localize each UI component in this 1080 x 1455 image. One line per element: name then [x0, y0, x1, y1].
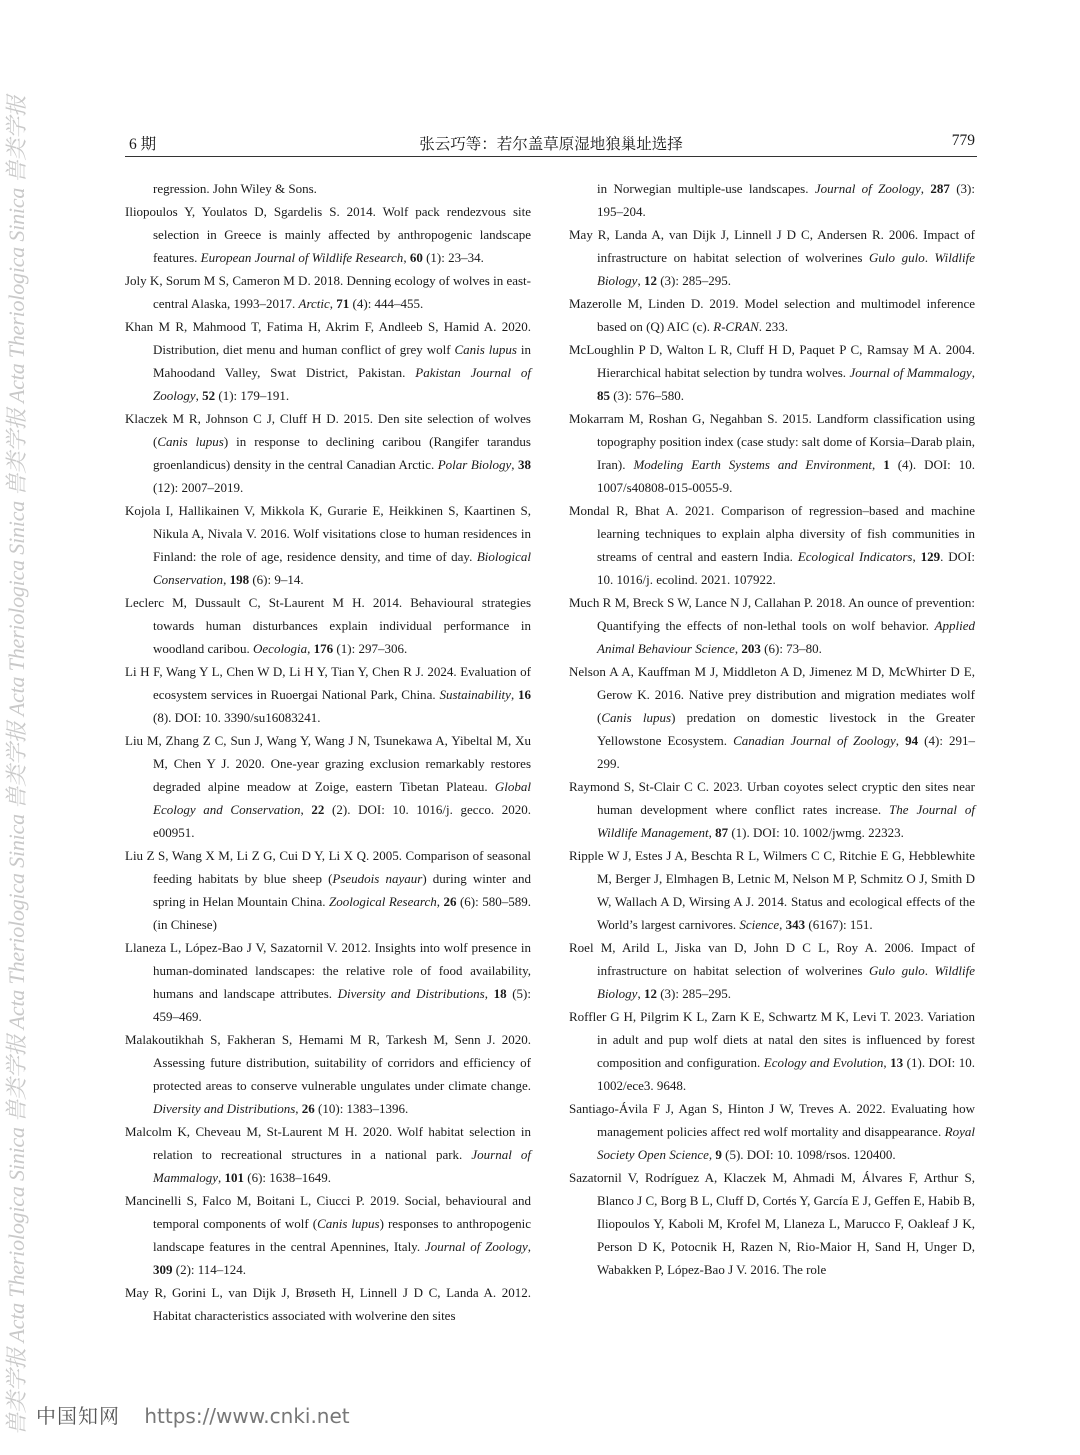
- reference-text: ) in response to declining caribou (Rangifer tarandus groenlandicus) density in the central Canadian Arctic.: [153, 434, 531, 472]
- reference-text: Malakoutikhah S, Fakheran S, Hemami M R, Tarkesh M, Senn J. 2020. Assessing future distribution, suitability of corridors and efficiency of protected areas to conserve vulnerable ungulates under climate change.: [125, 1032, 531, 1093]
- reference-entry: Malakoutikhah S, Fakheran S, Hemami M R, Tarkesh M, Senn J. 2020. Assessing future distribution, suitability of corridors and efficiency of protected areas to conserve vulnerable ungulates under climate change. Diversity and Distributions, 26 (10): 1383–1396.: [125, 1032, 531, 1116]
- reference-entry: [569, 1166, 975, 1281]
- reference-pages: (5): 459–469.: [153, 986, 532, 1024]
- reference-text: Malcolm K, Cheveau M, St-Laurent M H. 2020. Wolf habitat selection in relation to recreational structures in a national park.: [125, 1124, 531, 1162]
- volume-number: 9: [715, 1147, 722, 1162]
- reference-entry: Leclerc M, Dussault C, St-Laurent M H. 2014. Behavioural strategies towards human disturbances explain individual performance in woodland caribou. Oecologia, 176 (1): 297–306.: [125, 595, 531, 656]
- journal-name: Wildlife Biology: [597, 963, 975, 1001]
- reference-text: Klaczek M R, Johnson C J, Cluff H D. 2015. Den site selection of wolves (: [125, 411, 531, 449]
- reference-entry: Iliopoulos Y, Youlatos D, Sgardelis S. 2014. Wolf pack rendezvous site selection in Greece is mainly affected by anthropogenic landscape features. European Journal of Wildlife Research, 60 (1): 23–34.: [125, 204, 531, 265]
- issue-number: 6 期: [129, 136, 157, 153]
- journal-name: The Journal of Wildlife Management: [597, 802, 975, 840]
- reference-text: in Mahoodand Valley, Swat District, Pakistan.: [153, 342, 531, 380]
- references-right-column: [569, 177, 975, 1281]
- reference-text: McLoughlin P D, Walton L R, Cluff H D, Paquet P C, Ramsay M A. 2004. Hierarchical habitat selection by tundra wolves.: [569, 342, 975, 380]
- reference-text: Liu M, Zhang Z C, Sun J, Wang Y, Wang J N, Tsunekawa A, Yibeltal M, Xu M, Chen Y J. 2020. One-year grazing exclusion remarkably restores degraded alpine meadow at Zoige, eastern Tibetan Plateau.: [125, 733, 531, 794]
- journal-name: Modeling Earth Systems and Environment: [633, 457, 873, 472]
- volume-number: 52: [202, 388, 216, 403]
- volume-number: 287: [930, 181, 950, 196]
- reference-text: regression. John Wiley & Sons.: [153, 181, 317, 196]
- reference-text: . 233.: [758, 319, 788, 334]
- journal-name: Journal of Zoology: [814, 181, 921, 196]
- reference-pages: (4): 444–455.: [349, 296, 424, 311]
- reference-pages: (12): 2007–2019.: [153, 480, 244, 495]
- reference-text: .: [924, 963, 935, 978]
- volume-number: 101: [224, 1170, 244, 1185]
- reference-entry: Liu Z S, Wang X M, Li Z G, Cui D Y, Li X Q. 2005. Comparison of seasonal feeding habitats by blue sheep (Pseudois nayaur) during winter and spring in Helan Mountain China. Zoological Research, 26 (6): 580–589. (in Chinese): [125, 848, 531, 932]
- journal-name: Global Ecology and Conservation: [153, 779, 531, 817]
- reference-pages: (3): 285–295.: [656, 273, 731, 288]
- reference-text: May R, Landa A, van Dijk J, Linnell J D C, Andersen R. 2006. Impact of infrastructure on habitat selection of wolverines: [569, 227, 975, 265]
- reference-pages: (6): 580–589. (in Chinese): [153, 894, 531, 932]
- journal-name: Royal Society Open Science: [597, 1124, 975, 1162]
- volume-number: 26: [443, 894, 457, 909]
- reference-text: Much R M, Breck S W, Lance N J, Callahan P. 2018. An ounce of prevention: Quantifying the effects of non-lethal tools on wolf behavior.: [569, 595, 975, 633]
- reference-entry: [125, 1281, 531, 1327]
- reference-text: ) responses to anthropogenic landscape features in the central Apennines, Italy.: [153, 1216, 532, 1254]
- volume-number: 129: [920, 549, 941, 564]
- reference-text: Khan M R, Mahmood T, Fatima H, Akrim F, Andleeb S, Hamid A. 2020. Distribution, diet menu and human conflict of grey wolf: [125, 319, 531, 357]
- reference-entry: [569, 292, 975, 338]
- reference-entry: Mondal R, Bhat A. 2021. Comparison of regression–based and machine learning techniques to explain alpha diversity of fish communities in streams of central and eastern India. Ecological Indicators, 129. DOI: 10. 1016/j. ecolind. 2021. 107922.: [569, 503, 976, 587]
- volume-number: 60: [409, 250, 423, 265]
- reference-pages: (10): 1383–1396.: [314, 1101, 409, 1116]
- species-name: Gulo gulo: [869, 963, 925, 978]
- volume-number: 71: [336, 296, 350, 311]
- svg-text:兽类学报 Acta Theriologica Sinica: 兽类学报 Acta Theriologica Sinica 兽类学报 Acta Theriologica Sinica 兽类学报 Acta Theriologica Sinica 兽类学报 Acta Theriologica Sinica 兽类学报: [4, 95, 29, 1435]
- journal-name: Journal of Mammalogy: [849, 365, 972, 380]
- reference-entry: Mokarram M, Roshan G, Negahban S. 2015. Landform classification using topography position index (case study: salt dome of Korsia–Darab plain, Iran). Modeling Earth Systems and Environment, 1 (4). DOI: 10. 1007/s40808-015-0055-9.: [569, 411, 975, 495]
- reference-entry: Li H F, Wang Y L, Chen W D, Li H Y, Tian Y, Chen R J. 2024. Evaluation of ecosystem services in Ruoergai National Park, China. Sustainability, 16 (8). DOI: 10. 3390/su16083241.: [125, 664, 532, 725]
- reference-entry: Santiago-Ávila F J, Agan S, Hinton J W, Treves A. 2022. Evaluating how management policies affect red wolf mortality and disappearance. Royal Society Open Science, 9 (5). DOI: 10. 1098/rsos. 120400.: [569, 1101, 975, 1162]
- reference-entry: Raymond S, St-Clair C C. 2023. Urban coyotes select cryptic den sites near human development where conflict rates increase. The Journal of Wildlife Management, 87 (1). DOI: 10. 1002/jwmg. 22323.: [569, 779, 975, 840]
- reference-pages: . DOI: 10. 1016/j. ecolind. 2021. 107922.: [597, 549, 976, 587]
- journal-name: Arctic: [298, 296, 330, 311]
- reference-text: Mazerolle M, Linden D. 2019. Model selection and multimodel inference based on (Q) AIC (c).: [569, 296, 975, 334]
- reference-text: Sazatornil V, Rodríguez A, Klaczek M, Ahmadi M, Álvares F, Arthur S, Blanco J C, Borg B L, Cluff D, Cortés Y, García E J, Geffen E, Habib B, Iliopoulos Y, Kaboli M, Krofel M, Llaneza L, Marucco F, Oakleaf J K, Person D K, Potocnik H, Razen N, Rio-Maior H, Sand H, Unger D, Wabakken P, López-Bao J V. 2016. The role: [569, 1170, 975, 1277]
- journal-name: Pakistan Journal of Zoology: [153, 365, 532, 403]
- journal-name: Diversity and Distributions: [153, 1101, 296, 1116]
- reference-pages: (5). DOI: 10. 1098/rsos. 120400.: [721, 1147, 896, 1162]
- reference-pages: (3): 285–295.: [656, 986, 731, 1001]
- reference-text: Joly K, Sorum M S, Cameron M D. 2018. Denning ecology of wolves in east-central Alaska, 1993–2017.: [125, 273, 531, 311]
- reference-text: Mondal R, Bhat A. 2021. Comparison of regression–based and machine learning techniques to explain alpha diversity of fish communities in streams of central and eastern India.: [569, 503, 975, 564]
- volume-number: 38: [518, 457, 532, 472]
- species-name: Canis lupus: [454, 342, 517, 357]
- volume-number: 26: [301, 1101, 315, 1116]
- journal-name: Wildlife Biology: [597, 250, 975, 288]
- reference-entry: McLoughlin P D, Walton L R, Cluff H D, Paquet P C, Ramsay M A. 2004. Hierarchical habitat selection by tundra wolves. Journal of Mammalogy, 85 (3): 576–580.: [569, 342, 976, 403]
- reference-text: ) predation on domestic livestock in the Greater Yellowstone Ecosystem.: [597, 710, 975, 748]
- reference-entry: Llaneza L, López-Bao J V, Sazatornil V. 2012. Insights into wolf presence in human-dominated landscapes: the relative role of food availability, humans and landscape attributes. Diversity and Distributions, 18 (5): 459–469.: [125, 940, 532, 1024]
- volume-number: 16: [518, 687, 532, 702]
- reference-pages: (3): 576–580.: [610, 388, 685, 403]
- journal-name: Zoological Research: [329, 894, 437, 909]
- cnki-url[interactable]: https://www.cnki.net: [144, 1404, 350, 1428]
- volume-number: 13: [890, 1055, 904, 1070]
- reference-pages: (6167): 151.: [805, 917, 873, 932]
- reference-text: .: [924, 250, 935, 265]
- reference-text: Iliopoulos Y, Youlatos D, Sgardelis S. 2014. Wolf pack rendezvous site selection in Greece is mainly affected by anthropogenic landscape features.: [125, 204, 531, 265]
- reference-text: Ripple W J, Estes J A, Beschta R L, Wilmers C C, Ritchie E G, Hebblewhite M, Berger J, Elmhagen B, Letnic M, Nelson M P, Schmitz O J, Smith D W, Wallach A D, Wirsing A J. 2014. Status and ecological effects of the World’s largest carnivores.: [569, 848, 975, 932]
- species-name: Canis lupus: [601, 710, 672, 725]
- volume-number: 12: [643, 986, 657, 1001]
- reference-entry: Liu M, Zhang Z C, Sun J, Wang Y, Wang J N, Tsunekawa A, Yibeltal M, Xu M, Chen Y J. 2020. One-year grazing exclusion remarkably restores degraded alpine meadow at Zoige, eastern Tibetan Plateau. Global Ecology and Conservation, 22 (2). DOI: 10. 1016/j. gecco. 2020. e00951.: [125, 733, 531, 840]
- reference-entry: [125, 177, 531, 200]
- references-left-column: [125, 177, 531, 1327]
- reference-entry: in Norwegian multiple-use landscapes. Journal of Zoology, 287 (3): 195–204.: [597, 181, 975, 219]
- species-name: Canis lupus: [317, 1216, 380, 1231]
- reference-text: Mancinelli S, Falco M, Boitani L, Ciucci P. 2019. Social, behavioural and temporal components of wolf (: [125, 1193, 531, 1231]
- journal-name: Oecologia: [253, 641, 308, 656]
- journal-name: Journal of Mammalogy: [153, 1147, 531, 1185]
- reference-pages: (6): 73–80.: [760, 641, 822, 656]
- reference-entry: Malcolm K, Cheveau M, St-Laurent M H. 2020. Wolf habitat selection in relation to recreational structures in a national park. Journal of Mammalogy, 101 (6): 1638–1649.: [125, 1124, 531, 1185]
- journal-name: Diversity and Distributions: [337, 986, 485, 1001]
- reference-entry: Roel M, Arild L, Jiska van D, John D C L, Roy A. 2006. Impact of infrastructure on habitat selection of wolverines Gulo gulo. Wildlife Biology, 12 (3): 285–295.: [569, 940, 975, 1001]
- reference-text: Kojola I, Hallikainen V, Mikkola K, Gurarie E, Heikkinen S, Kaartinen S, Nikula A, Nivala V. 2016. Wolf visitations close to human residences in Finland: the role of age, residence density, and time of day.: [125, 503, 531, 564]
- reference-entry: Kojola I, Hallikainen V, Mikkola K, Gurarie E, Heikkinen S, Kaartinen S, Nikula A, Nivala V. 2016. Wolf visitations close to human residences in Finland: the role of age, residence density, and time of day. Biological Conservation, 198 (6): 9–14.: [125, 503, 531, 587]
- reference-pages: (8). DOI: 10. 3390/su16083241.: [153, 710, 321, 725]
- page-header: [125, 130, 977, 157]
- journal-name: Science: [739, 917, 780, 932]
- journal-watermark: [2, 40, 32, 1440]
- reference-entry: Nelson A A, Kauffman M J, Middleton A D, Jimenez M D, McWhirter D E, Gerow K. 2016. Native prey distribution and migration mediates wolf (Canis lupus) predation on domestic livestock in the Greater Yellowstone Ecosystem. Canadian Journal of Zoology, 94 (4): 291–299.: [569, 664, 976, 771]
- species-name: Pseudois nayaur: [332, 871, 423, 886]
- reference-pages: (6): 1638–1649.: [244, 1170, 332, 1185]
- reference-pages: (4): 291–299.: [597, 733, 976, 771]
- reference-pages: (1): 179–191.: [215, 388, 290, 403]
- reference-text: ) during winter and spring in Helan Mountain China.: [153, 871, 531, 909]
- reference-pages: (1). DOI: 10. 1002/jwmg. 22323.: [728, 825, 904, 840]
- reference-text: Roel M, Arild L, Jiska van D, John D C L, Roy A. 2006. Impact of infrastructure on habitat selection of wolverines: [569, 940, 975, 978]
- running-title: 张云巧等：若尔盖草原湿地狼巢址选择: [419, 136, 683, 153]
- reference-entry: Klaczek M R, Johnson C J, Cluff H D. 2015. Den site selection of wolves (Canis lupus) in response to declining caribou (Rangifer tarandus groenlandicus) density in the central Canadian Arctic. Polar Biology, 38 (12): 2007–2019.: [125, 411, 532, 495]
- reference-text: Raymond S, St-Clair C C. 2023. Urban coyotes select cryptic den sites near human development where conflict rates increase.: [569, 779, 975, 817]
- reference-entry: Much R M, Breck S W, Lance N J, Callahan P. 2018. An ounce of prevention: Quantifying the effects of non-lethal tools on wolf behavior. Applied Animal Behaviour Science, 203 (6): 73–80.: [569, 595, 975, 656]
- reference-pages: (1). DOI: 10. 1002/ece3. 9648.: [597, 1055, 976, 1093]
- reference-pages: (2). DOI: 10. 1016/j. gecco. 2020. e00951.: [153, 802, 531, 840]
- reference-text: Roffler G H, Pilgrim K L, Zarn K E, Schwartz M K, Levi T. 2023. Variation in adult and pup wolf diets at natal den sites is influenced by forest composition and configuration.: [569, 1009, 975, 1070]
- reference-text: Liu Z S, Wang X M, Li Z G, Cui D Y, Li X Q. 2005. Comparison of seasonal feeding habitats by blue sheep (: [125, 848, 531, 886]
- volume-number: 343: [785, 917, 806, 932]
- reference-pages: (6): 9–14.: [249, 572, 304, 587]
- journal-name: Journal of Zoology: [424, 1239, 528, 1254]
- reference-entry: Mancinelli S, Falco M, Boitani L, Ciucci P. 2019. Social, behavioural and temporal components of wolf (Canis lupus) responses to anthropogenic landscape features in the central Apennines, Italy. Journal of Zoology, 309 (2): 114–124.: [125, 1193, 532, 1277]
- journal-name: European Journal of Wildlife Research: [200, 250, 404, 265]
- reference-text: Mokarram M, Roshan G, Negahban S. 2015. Landform classification using topography position index (case study: salt dome of Korsia–Darab plain, Iran).: [569, 411, 975, 472]
- species-name: R-CRAN: [713, 319, 759, 334]
- volume-number: 203: [741, 641, 761, 656]
- journal-name: Ecological Indicators: [797, 549, 913, 564]
- reference-text: Leclerc M, Dussault C, St-Laurent M H. 2014. Behavioural strategies towards human disturbances explain individual performance in woodland caribou.: [125, 595, 531, 656]
- reference-entry: Ripple W J, Estes J A, Beschta R L, Wilmers C C, Ritchie E G, Hebblewhite M, Berger J, Elmhagen B, Letnic M, Nelson M P, Schmitz O J, Smith D W, Wallach A D, Wirsing A J. 2014. Status and ecological effects of the World’s largest carnivores. Science, 343 (6167): 151.: [569, 848, 975, 932]
- journal-name: Sustainability: [439, 687, 511, 702]
- volume-number: 87: [715, 825, 729, 840]
- reference-entry: Roffler G H, Pilgrim K L, Zarn K E, Schwartz M K, Levi T. 2023. Variation in adult and pup wolf diets at natal den sites is influenced by forest composition and configuration. Ecology and Evolution, 13 (1). DOI: 10. 1002/ece3. 9648.: [569, 1009, 976, 1093]
- journal-name: Applied Animal Behaviour Science: [597, 618, 975, 656]
- reference-pages: (4). DOI: 10. 1007/s40808-015-0055-9.: [597, 457, 975, 495]
- page-number: 779: [951, 132, 975, 149]
- volume-number: 309: [153, 1262, 173, 1277]
- journal-name: Canadian Journal of Zoology: [733, 733, 896, 748]
- journal-name: Biological Conservation: [153, 549, 531, 587]
- journal-name: Ecology and Evolution: [763, 1055, 884, 1070]
- species-name: Gulo gulo: [869, 250, 925, 265]
- reference-pages: (1): 297–306.: [333, 641, 408, 656]
- reference-pages: (1): 23–34.: [422, 250, 484, 265]
- volume-number: 12: [643, 273, 657, 288]
- footer: [36, 1400, 350, 1428]
- reference-text: May R, Gorini L, van Dijk J, Brøseth H, Linnell J D C, Landa A. 2012. Habitat characteristics associated with wolverine den sites: [125, 1285, 531, 1323]
- reference-entry: Joly K, Sorum M S, Cameron M D. 2018. Denning ecology of wolves in east-central Alaska, 1993–2017. Arctic, 71 (4): 444–455.: [125, 273, 531, 311]
- volume-number: 94: [905, 733, 919, 748]
- species-name: Canis lupus: [157, 434, 224, 449]
- reference-pages: (2): 114–124.: [172, 1262, 247, 1277]
- volume-number: 198: [229, 572, 250, 587]
- reference-text: Santiago-Ávila F J, Agan S, Hinton J W, Treves A. 2022. Evaluating how management policies affect red wolf mortality and disappearance.: [569, 1101, 975, 1139]
- cnki-logo[interactable]: 中国知网: [36, 1404, 120, 1428]
- reference-text: in Norwegian multiple-use landscapes.: [597, 181, 815, 196]
- reference-entry: Khan M R, Mahmood T, Fatima H, Akrim F, Andleeb S, Hamid A. 2020. Distribution, diet menu and human conflict of grey wolf Canis lupus in Mahoodand Valley, Swat District, Pakistan. Pakistan Journal of Zoology, 52 (1): 179–191.: [125, 319, 532, 403]
- reference-pages: (3): 195–204.: [597, 181, 975, 219]
- reference-text: Llaneza L, López-Bao J V, Sazatornil V. 2012. Insights into wolf presence in human-dominated landscapes: the relative role of food availability, humans and landscape attributes.: [125, 940, 531, 1001]
- volume-number: 176: [313, 641, 334, 656]
- reference-entry: May R, Landa A, van Dijk J, Linnell J D C, Andersen R. 2006. Impact of infrastructure on habitat selection of wolverines Gulo gulo. Wildlife Biology, 12 (3): 285–295.: [569, 227, 975, 288]
- volume-number: 18: [493, 986, 507, 1001]
- volume-number: 22: [311, 802, 325, 817]
- volume-number: 1: [883, 457, 890, 472]
- volume-number: 85: [597, 388, 610, 403]
- reference-text: Li H F, Wang Y L, Chen W D, Li H Y, Tian Y, Chen R J. 2024. Evaluation of ecosystem services in Ruoergai National Park, China.: [125, 664, 531, 702]
- reference-text: Nelson A A, Kauffman M J, Middleton A D, Jimenez M D, McWhirter D E, Gerow K. 2016. Native prey distribution and migration mediates wolf (: [569, 664, 975, 725]
- journal-name: Polar Biology: [437, 457, 512, 472]
